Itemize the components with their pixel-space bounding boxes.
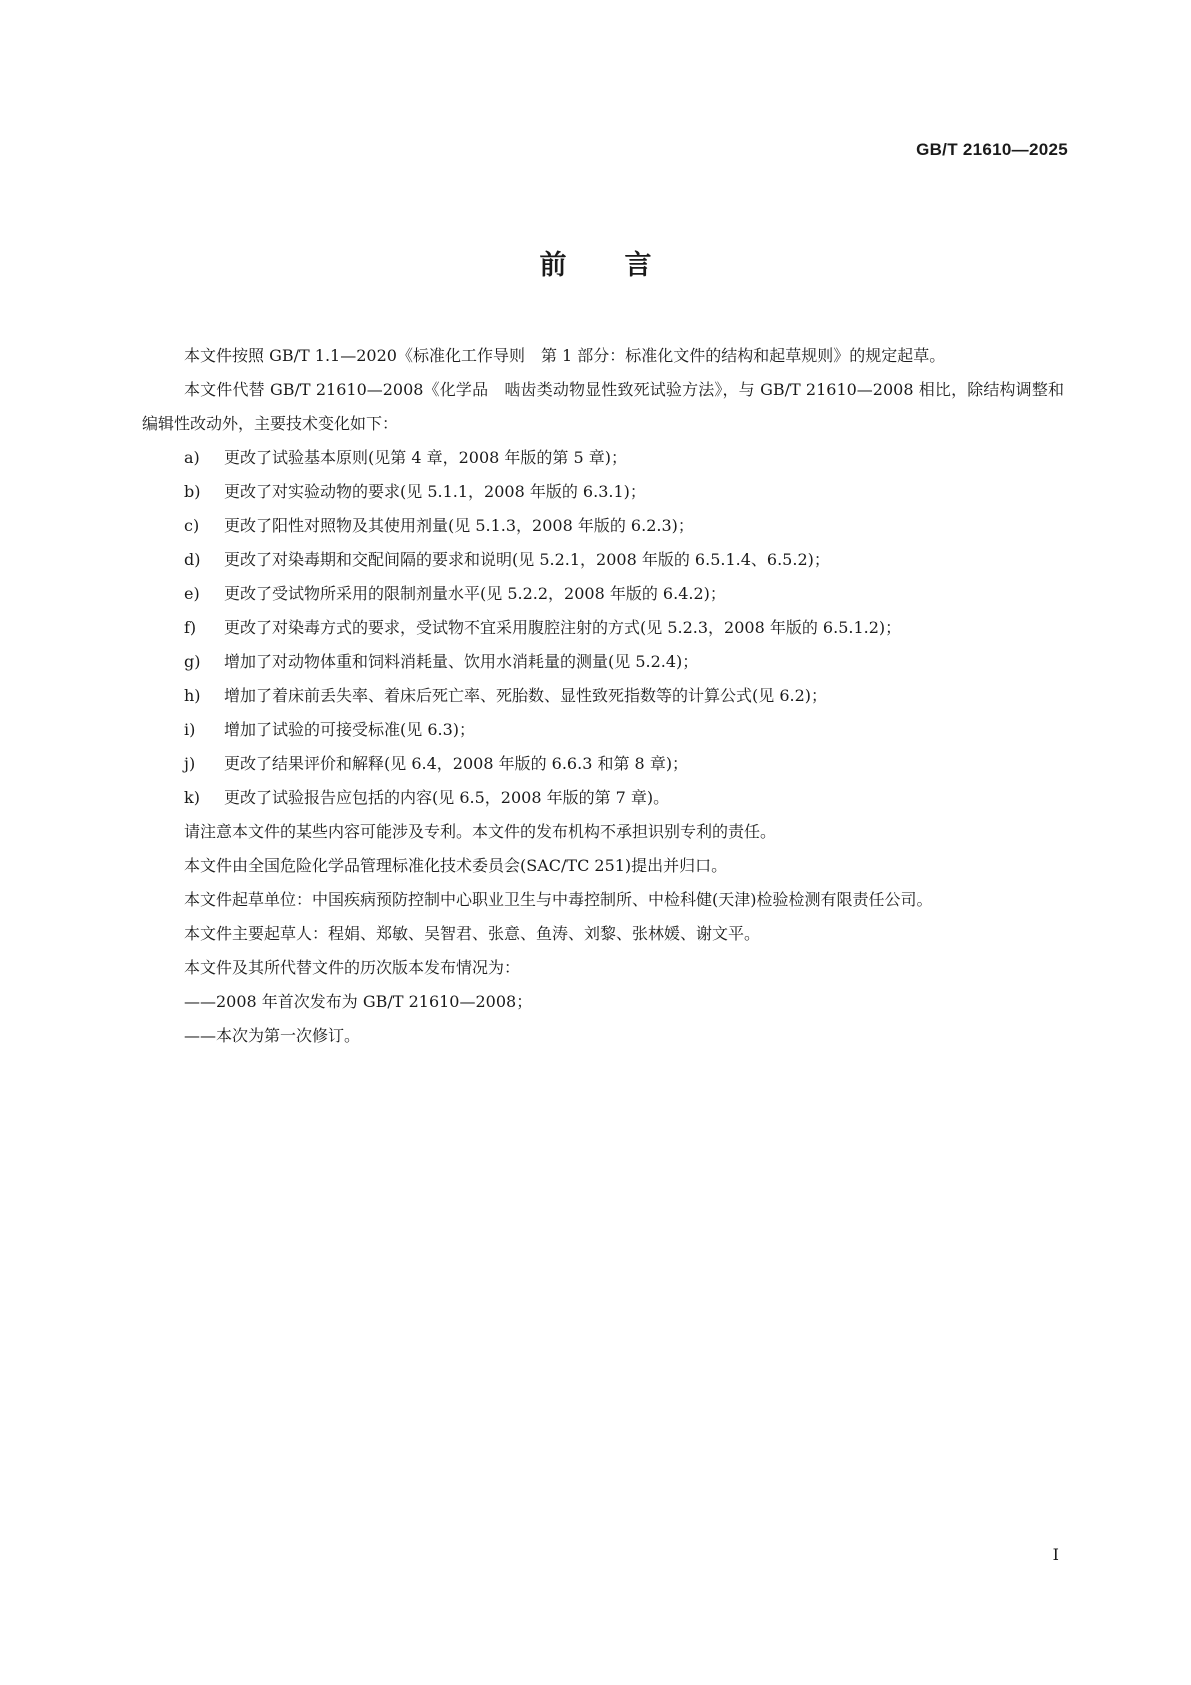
page-title: 前言: [539, 250, 710, 281]
page-number: I: [1052, 1545, 1059, 1564]
drafting-basis-paragraph: 本文件按照 GB/T 1.1—2020《标准化工作导则 第 1 部分：标准化文件的结构和起草规则》的规定起草。: [184, 346, 946, 365]
list-item: [142, 475, 1064, 509]
document-code: GB/T 21610—2025: [916, 140, 1068, 159]
list-marker: j): [184, 754, 196, 773]
list-item-text: 增加了着床前丢失率、着床后死亡率、死胎数、显性致死指数等的计算公式(见 6.2)；: [224, 686, 828, 705]
list-item: [142, 645, 1064, 679]
patent-note-paragraph: 请注意本文件的某些内容可能涉及专利。本文件的发布机构不承担识别专利的责任。: [184, 822, 777, 841]
list-item: [142, 713, 1064, 747]
list-marker: g): [184, 652, 201, 671]
list-item-text: 更改了受试物所采用的限制剂量水平(见 5.2.2，2008 年版的 6.4.2)；: [224, 584, 726, 603]
list-item: [142, 611, 1064, 645]
list-item: [142, 441, 1064, 475]
replacement-paragraph: 本文件代替 GB/T 21610—2008《化学品 啮齿类动物显性致死试验方法》，与 GB/T 21610—2008 相比，除结构调整和编辑性改动外，主要技术变化如下：: [142, 380, 1064, 433]
list-item-text: 更改了结果评价和解释(见 6.4，2008 年版的 6.6.3 和第 8 章)；: [224, 754, 689, 773]
list-marker: i): [184, 720, 196, 739]
list-item-text: 更改了试验基本原则(见第 4 章，2008 年版的第 5 章)；: [224, 448, 627, 467]
list-item-text: 增加了对动物体重和饲料消耗量、饮用水消耗量的测量(见 5.2.4)；: [224, 652, 699, 671]
list-item-text: 更改了试验报告应包括的内容(见 6.5，2008 年版的第 7 章)。: [224, 788, 670, 807]
list-item-text: 更改了对染毒方式的要求，受试物不宜采用腹腔注射的方式(见 5.2.3，2008 年版的 6.5.1.2)；: [224, 618, 902, 637]
list-marker: h): [184, 686, 201, 705]
list-marker: c): [184, 516, 200, 535]
list-marker: a): [184, 448, 200, 467]
list-item-text: 更改了对实验动物的要求(见 5.1.1，2008 年版的 6.3.1)；: [224, 482, 646, 501]
list-marker: k): [184, 788, 200, 807]
list-item-text: 更改了对染毒期和交配间隔的要求和说明(见 5.2.1，2008 年版的 6.5.1.4、6.5.2)；: [224, 550, 830, 569]
list-item: [142, 509, 1064, 543]
list-item: [142, 679, 1064, 713]
list-item: [142, 577, 1064, 611]
drafters-paragraph: 本文件主要起草人：程娟、郑敏、吴智君、张意、鱼涛、刘黎、张林媛、谢文平。: [184, 924, 761, 943]
list-marker: f): [184, 618, 197, 637]
list-item: [142, 543, 1064, 577]
committee-paragraph: 本文件由全国危险化学品管理标准化技术委员会(SAC/TC 251)提出并归口。: [184, 856, 728, 875]
history-item: ——本次为第一次修订。: [184, 1026, 361, 1045]
history-intro-paragraph: 本文件及其所代替文件的历次版本发布情况为：: [184, 958, 521, 977]
history-item: ——2008 年首次发布为 GB/T 21610—2008；: [184, 992, 533, 1011]
document-body: [142, 339, 1064, 1053]
list-item: [142, 781, 1064, 815]
list-marker: b): [184, 482, 201, 501]
list-item-text: 更改了阳性对照物及其使用剂量(见 5.1.3，2008 年版的 6.2.3)；: [224, 516, 694, 535]
list-item: [142, 747, 1064, 781]
list-marker: d): [184, 550, 201, 569]
drafting-units-paragraph: 本文件起草单位：中国疾病预防控制中心职业卫生与中毒控制所、中检科健(天津)检验检测有限责任公司。: [184, 890, 933, 909]
list-item-text: 增加了试验的可接受标准(见 6.3)；: [224, 720, 476, 739]
changes-list: [142, 441, 1064, 815]
list-marker: e): [184, 584, 200, 603]
